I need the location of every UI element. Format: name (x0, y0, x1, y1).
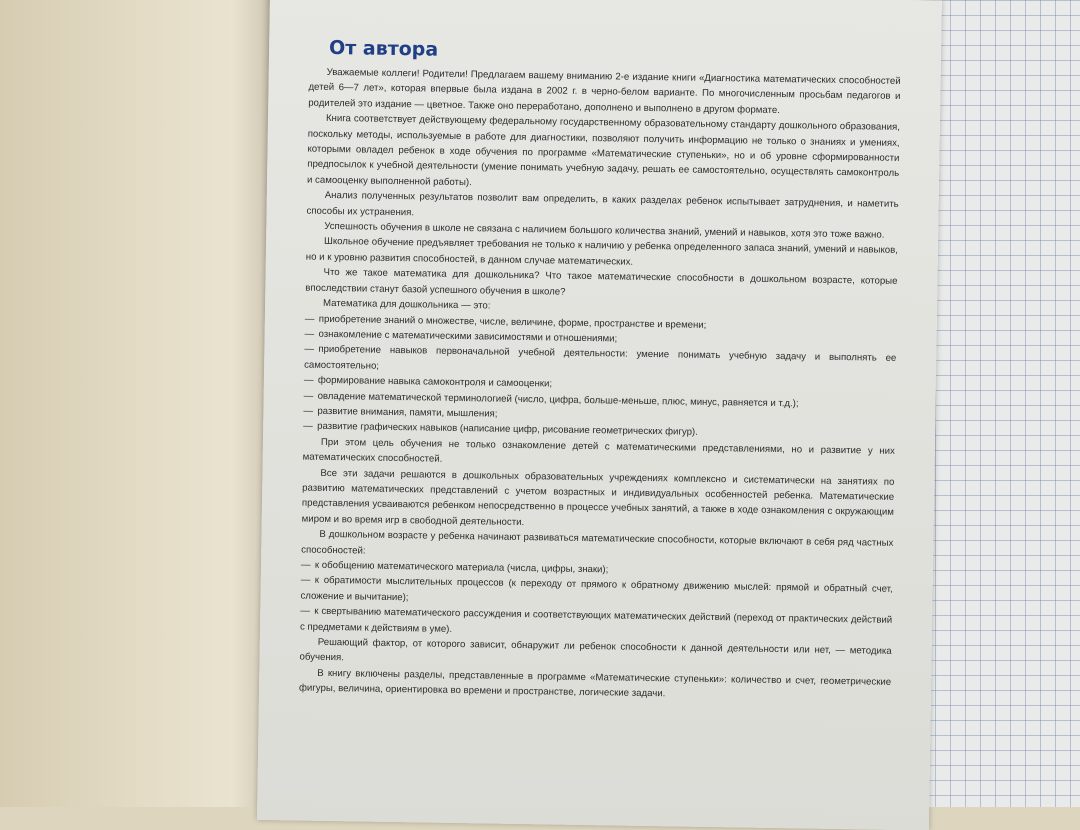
list-dash: — (300, 559, 311, 571)
paragraph: Что же такое математика для дошкольника? Что такое математические способности в дошкольном возрасте, которые впоследствии станут базой успешного обучения в школе? (305, 267, 898, 298)
paragraph: Школьное обучение предъявляет требования не только к наличию у ребенка определенного запаса знаний, умений и навыков, но и к уровню развития способностей, в данном случае математических. (305, 236, 899, 268)
grid-paper-background (920, 0, 1080, 807)
paragraph: Успешность обучения в школе не связана с наличием большого количества знаний, умений и навыков, хотя это тоже важно. (324, 220, 885, 241)
paragraph: В книгу включены разделы, представленные в программе «Математические ступеньки»: количество и счет, геометрические фигуры, величина, ориентировка во времени и пространстве, логические задачи. (298, 667, 892, 700)
page-title: От автора (328, 36, 439, 61)
list-item-text: приобретение знаний о множестве, числе, величине, форме, пространстве и времени; (318, 313, 707, 331)
paragraph: При этом цель обучения не только ознакомление детей с математическими представлениями, но и развитие у них математических способностей. (302, 436, 895, 465)
list-dash: — (303, 405, 314, 417)
list-item-text: развитие графических навыков (написание цифр, рисование геометрических фигур). (317, 421, 698, 439)
left-page (0, 0, 270, 807)
list-item-text: овладение математической терминологией (число, цифра, больше-меньше, плюс, минус, равняется и т.д.); (317, 390, 799, 409)
list-dash: — (303, 420, 313, 433)
list-item-text: приобретение навыков первоначальной учебной деятельности: умение понимать учебную задачу и выполнять ее самостоятельно; (304, 344, 897, 372)
list-item-text: формирование навыка самоконтроля и самооценки; (317, 374, 553, 390)
body-text (299, 65, 901, 706)
list-item-text: ознакомление с математическими зависимостями и отношениями; (318, 328, 618, 345)
paragraph: Решающий фактор, от которого зависит, обнаружит ли ребенок способности к данной деятельности или нет, — методика обучения. (299, 636, 892, 664)
list-dash: — (304, 343, 315, 356)
list-dash: — (303, 374, 314, 386)
list-item-text: к обобщению математического материала (числа, цифры, знаки); (314, 559, 609, 576)
list-dash: — (304, 313, 315, 325)
list-item-text: к обратимости мыслительных процессов (к переходу от прямого к обратному движению мыслей: прямой и обратный счет, сложение и вычитание); (300, 575, 893, 604)
book-page (257, 0, 942, 830)
paragraph: Все эти задачи решаются в дошкольных образовательных учреждениях комплексно и систематически на занятиях по развитию математических представлений с учетом возрастных и индивидуальных особенностей ребенка. Математические представления усваиваются ребенком непосредственно в процессе учебных занятий, а также в ходе ознакомления с окружающим миром и во время игр в свободной деятельности. (301, 467, 895, 528)
list-item-text: развитие внимания, памяти, мышления; (317, 405, 498, 420)
paragraph: В дошкольном возрасте у ребенка начинают развиваться математические способности, которые включают в себя ряд частных способностей: (301, 529, 894, 557)
paragraph: Книга соответствует действующему федеральному государственному образовательному стандарту дошкольного образования, поскольку методы, используемые в работе для диагностики, позволяют получить информацию не только о знаниях и умениях, которыми овладел ребенок в ходе обучения по программе «Математические ступеньки», но и об уровне сформированности предпосылок к учебной деятельности (умение понимать учебную задачу, решать ее самостоятельно, осуществлять самоконтроль и самооценку выполненной работы). (306, 113, 901, 189)
paragraph: Математика для дошкольника — это: (322, 297, 491, 312)
page-content (299, 37, 901, 706)
list-dash: — (303, 390, 314, 402)
paragraph: Анализ полученных результатов позволит вам определить, в каких разделах ребенок испытывает затруднения, и наметить способы их устранения. (306, 190, 899, 218)
paragraph: Уважаемые коллеги! Родители! Предлагаем вашему вниманию 2-е издание книги «Диагностика математических способностей детей 6—7 лет», которая впервые была издана в 2002 г. в черно-белом варианте. По многочисленным просьбам педагогов и родителей это издание — цветное. Также оно переработано, дополнено и выполнено в другом формате. (308, 66, 901, 116)
list-item-text: к свертыванию математического рассуждения и соответствующих математических действий (переход от практических действий с предметами к действиям в уме). (299, 605, 893, 635)
list-dash: — (300, 605, 310, 617)
list-dash: — (300, 574, 311, 587)
list-dash: — (304, 328, 315, 340)
